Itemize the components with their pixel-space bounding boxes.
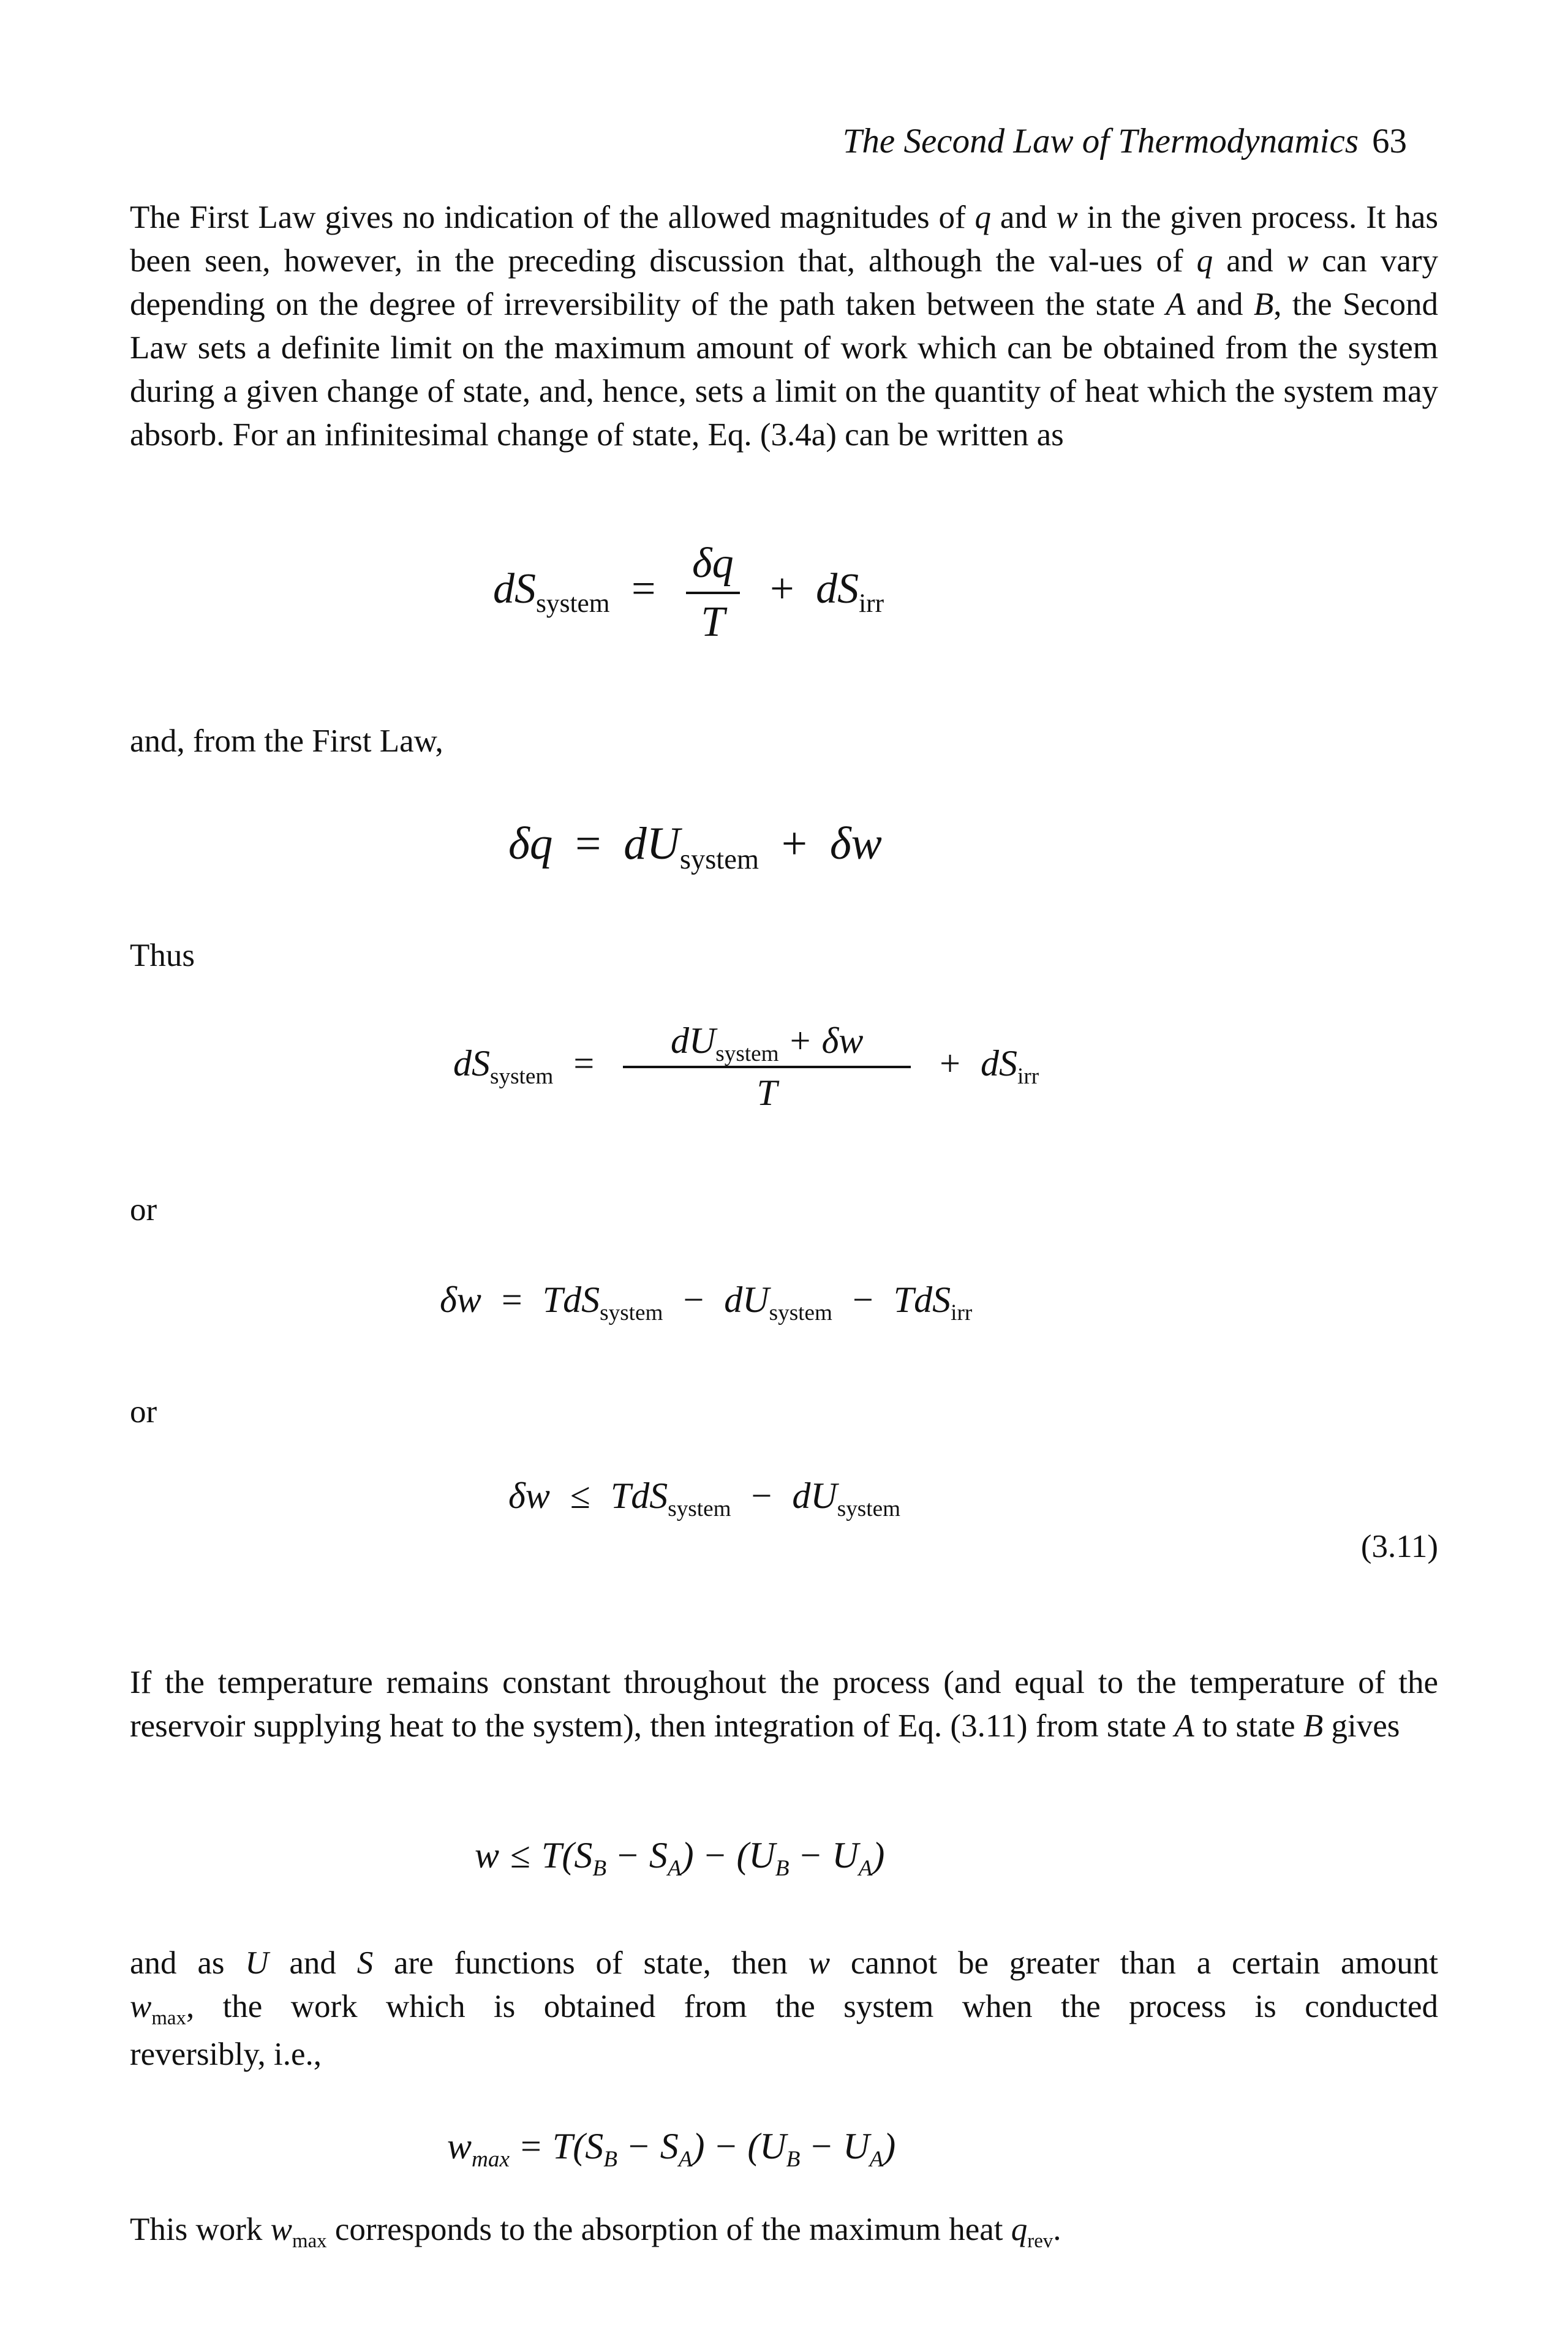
equation-work-irreversible: $\delta w = TdS_{system} - dU_{system} - TdS_{irr}$ [440,1280,973,1326]
equation-number: (3.11) [1360,1529,1438,1564]
eq3-lhs-sub: system [490,1063,554,1089]
p7-line-1: and as U and S are functions of state, then w cannot be greater than a certain amount [130,1945,1438,1981]
eq4-term-c-sub: irr [951,1300,973,1326]
eq3-num-a-sub: system [715,1041,779,1067]
p8-end: . [1053,2212,1061,2247]
p8-sub: max [292,2230,327,2252]
p8-sub2: rev [1027,2230,1054,2252]
paragraph-first-law: The First Law gives no indication of the allowed magnitudes of q and w in the given process. It has been seen, however, in the preceding discussion that, although the val-ues of q and w can vary depending on the degree of irreversibility of the path taken between the state A and B, the Second Law sets a definite limit on the maximum amount of work which can be obtained from the system during a given change of state, and, hence, sets a limit on the quantity of heat which the system may absorb. For an infinitesimal change of state, Eq. (3.4a) can be written as [130,200,1439,453]
eq5-term-a-sub: system [668,1496,731,1522]
eq2-lhs: δq [508,818,553,869]
paragraph-functions-of-state [130,1942,1438,2076]
eq1-lhs: dS [493,565,536,613]
eq1-lhs-sub: system [536,589,610,619]
eq5-term-b: dU [792,1476,837,1516]
equation-entropy-change: $dS_{system}$ = $\frac{\delta q}{T}$ + $dS_{irr}$ [493,540,884,646]
p7-wmax: w [130,1989,152,2024]
p7-line-2-rest: , the work which is obtained from the system when the process is conducted [186,1989,1438,2024]
equation-work-inequality: $\delta w \le TdS_{system} - dU_{system}$ [508,1476,901,1522]
paragraph-thus: Thus [130,938,195,973]
eq3-denominator: T [623,1066,911,1114]
eq4-term-c: TdS [893,1280,951,1320]
eq2-term-a: dU [624,818,680,869]
paragraph-or-1: or [130,1192,157,1227]
eq1-rhs: dS [816,565,859,613]
p8-pre: This work w [130,2212,293,2247]
equation-first-law: $\delta q = dU_{system} + \delta w$ [508,818,882,876]
eq5-term-b-sub: system [837,1496,901,1522]
eq3-rhs: dS [981,1042,1017,1084]
paragraph-max-heat [130,2211,1061,2252]
equation-max-work [447,2125,896,2173]
paragraph-from-first-law: and, from the First Law, [130,723,443,759]
eq4-term-b-sub: system [769,1300,832,1326]
eq7-text: $w_{max} = T(S_B - S_A) - (U_B - U_A)$ [447,2126,896,2173]
paragraph-or-2: or [130,1394,157,1430]
eq4-term-b: dU [724,1280,769,1320]
eq4-term-a: TdS [542,1280,600,1320]
eq4-lhs: δw [440,1280,481,1320]
eq1-rhs-sub: irr [859,589,884,619]
eq3-num-a: dU [670,1020,716,1061]
p7-line-3: reversibly, i.e., [130,2037,322,2072]
running-header [843,121,1407,161]
p8-mid: corresponds to the absorption of the maximum heat q [326,2212,1028,2247]
eq1-numerator: δq [692,540,734,587]
eq2-term-b: δw [829,818,882,869]
paragraph-constant-temperature: If the temperature remains constant throughout the process (and equal to the temperature of the reservoir supplying heat to the system), then integration of Eq. (3.11) from state A to state B gives [130,1665,1438,1744]
eq3-lhs: dS [453,1042,490,1084]
equation-entropy-combined: $dS_{system}$ = $\frac{dU_{system} + \delta w}{T}$ + $dS_{irr}$ [453,1020,1039,1113]
page-number: 63 [1372,122,1407,160]
eq3-rhs-sub: irr [1017,1063,1039,1089]
running-title: The Second Law of Thermodynamics [842,122,1359,160]
p7-line-2 [130,1985,1438,2033]
eq3-num-b: δw [821,1020,864,1061]
equation-work-bound [475,1834,885,1882]
eq6-text: $w \le T(S_B - S_A) - (U_B - U_A)$ [475,1835,885,1882]
eq1-denominator: T [686,592,740,647]
eq5-term-a: TdS [610,1476,668,1516]
eq4-term-a-sub: system [600,1300,663,1326]
eq2-term-a-sub: system [679,844,760,876]
p7-wmax-sub: max [151,2007,186,2029]
eq5-lhs: δw [508,1476,550,1516]
